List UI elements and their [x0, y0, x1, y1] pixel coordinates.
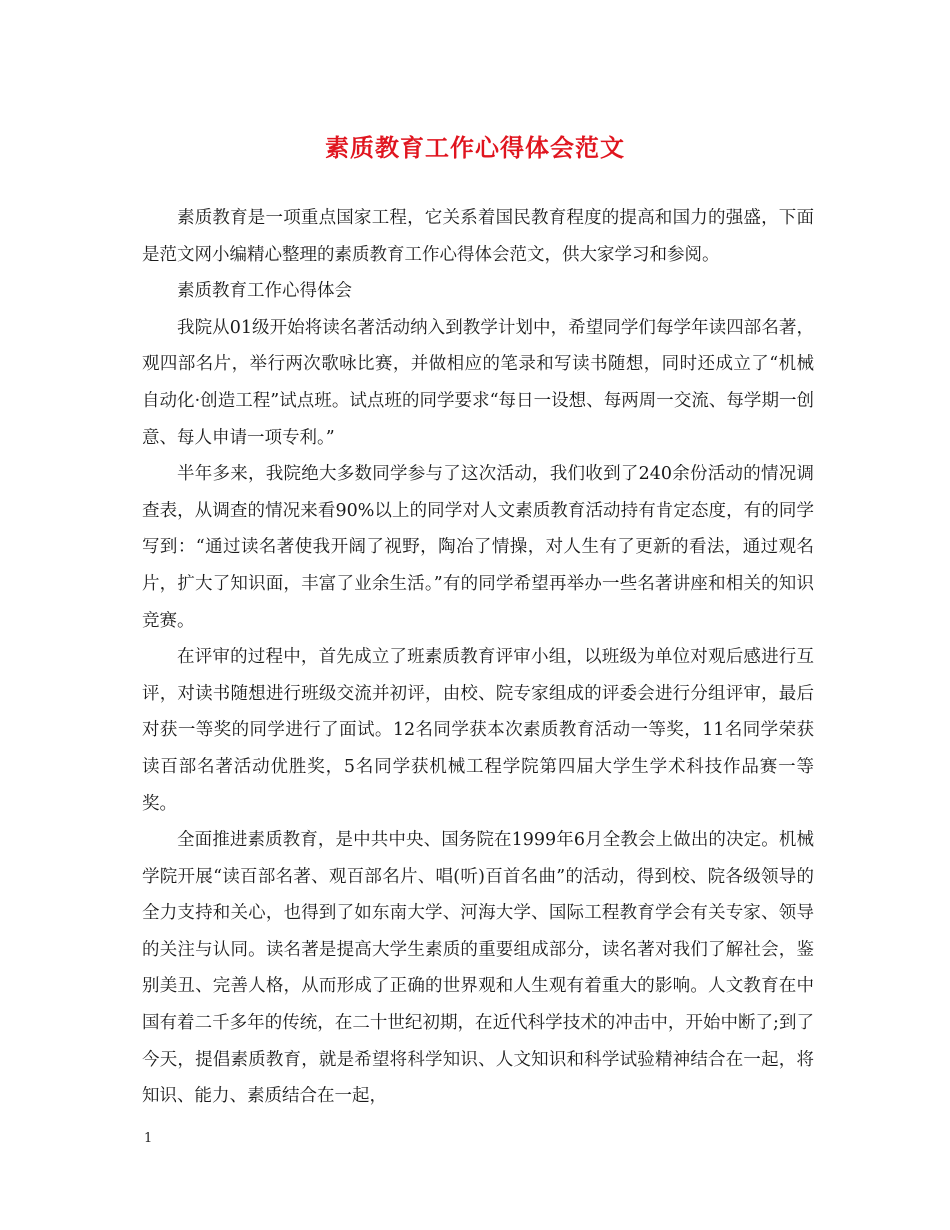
document-title: 素质教育工作心得体会范文: [325, 133, 625, 162]
paragraph-intro: 素质教育是一项重点国家工程，它关系着国民教育程度的提高和国力的强盛，下面是范文网小编精心整理的素质教育工作心得体会范文，供大家学习和参阅。: [142, 208, 814, 265]
paragraph-review: 在评审的过程中，首先成立了班素质教育评审小组，以班级为单位对观后感进行互评，对读书随想进行班级交流并初评，由校、院专家组成的评委会进行分组评审，最后对获一等奖的同学进行了面试。12名同学获本次素质教育活动一等奖，11名同学荣获读百部名著活动优胜奖，5名同学获机械工程学院第四届大学生学术科技作品赛一等奖。: [142, 647, 814, 814]
document-body: [142, 200, 814, 1115]
paragraph-subheading: 素质教育工作心得体会: [177, 281, 352, 302]
page-number: 1: [144, 1131, 153, 1146]
paragraph-promotion: 全面推进素质教育，是中共中央、国务院在1999年6月全教会上做出的决定。机械学院开展“读百部名著、观百部名片、唱(听)百首名曲”的活动，得到校、院各级领导的全力支持和关心，也得到了如东南大学、河海大学、国际工程教育学会有关专家、领导的关注与认同。读名著是提高大学生素质的重要组成部分，读名著对我们了解社会，鉴别美丑、完善人格，从而形成了正确的世界观和人生观有着重大的影响。人文教育在中国有着二千多年的传统，在二十世纪初期，在近代科学技术的冲击中，开始中断了;到了今天，提倡素质教育，就是希望将科学知识、人文知识和科学试验精神结合在一起，将知识、能力、素质结合在一起，: [142, 830, 814, 1107]
paragraph-survey: 半年多来，我院绝大多数同学参与了这次活动，我们收到了240余份活动的情况调查表，从调查的情况来看90%以上的同学对人文素质教育活动持有肯定态度，有的同学写到：“通过读名著使我开阔了视野，陶冶了情操，对人生有了更新的看法，通过观名片，扩大了知识面，丰富了业余生活。”有的同学希望再举办一些名著讲座和相关的知识竞赛。: [142, 464, 814, 631]
paragraph-activity: 我院从01级开始将读名著活动纳入到教学计划中，希望同学们每学年读四部名著，观四部名片，举行两次歌咏比赛，并做相应的笔录和写读书随想，同时还成立了“机械自动化·创造工程”试点班。试点班的同学要求“每日一设想、每两周一交流、每学期一创意、每人申请一项专利。”: [142, 317, 814, 448]
